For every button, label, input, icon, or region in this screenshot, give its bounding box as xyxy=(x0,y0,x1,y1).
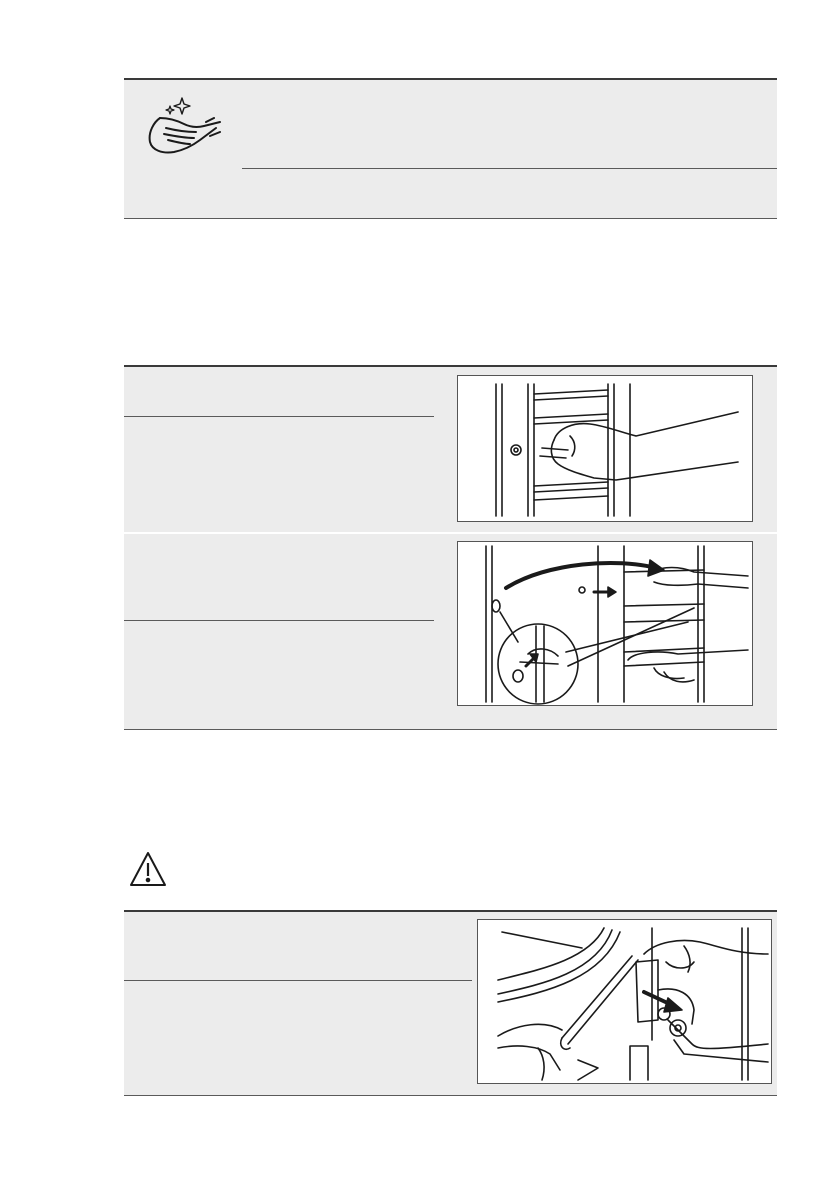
shelf-steps-panel xyxy=(124,367,777,729)
door-step-divider xyxy=(124,980,472,981)
shelf-step-1-divider xyxy=(124,416,434,417)
door-step-panel xyxy=(124,912,777,1095)
warning-triangle-icon xyxy=(128,850,168,888)
cleaning-tip-panel xyxy=(124,80,777,218)
door-section-bottom-rule xyxy=(124,1095,777,1096)
door-hinge-illustration xyxy=(477,919,772,1084)
hand-wipe-sparkle-icon xyxy=(140,92,230,162)
shelf-support-install-illustration xyxy=(457,541,753,706)
cleaning-tip-divider xyxy=(242,168,777,169)
cleaning-tip-bottom-rule xyxy=(124,218,777,219)
shelf-support-removal-illustration xyxy=(457,375,753,522)
shelf-step-2-divider xyxy=(124,620,434,621)
shelf-steps-separator xyxy=(124,532,777,534)
shelf-section-bottom-rule xyxy=(124,729,777,730)
